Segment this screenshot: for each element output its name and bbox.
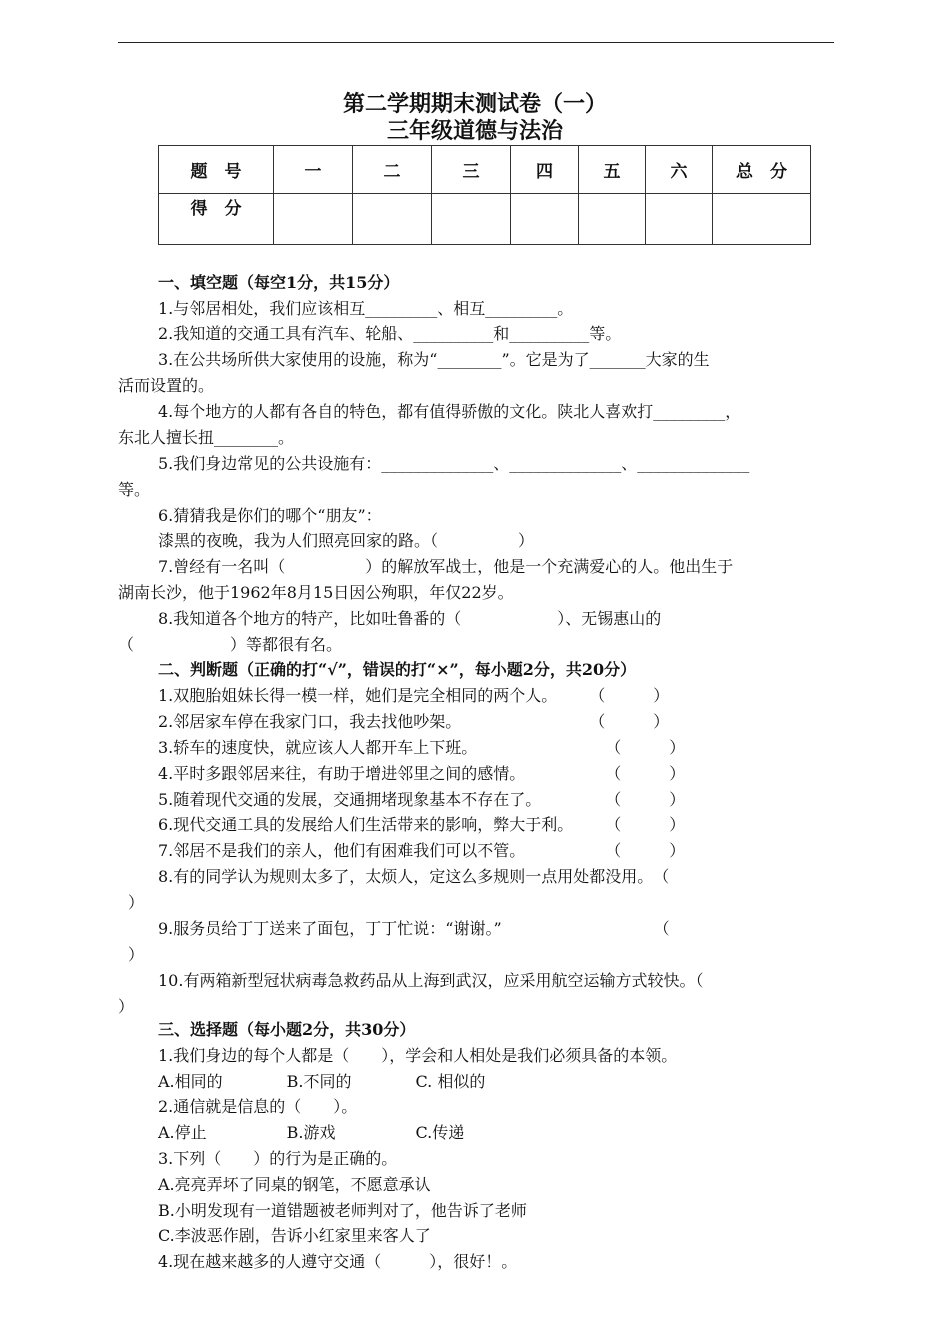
question-line: 8.我知道各个地方的特产，比如吐鲁番的（ ）、无锡惠山的 [158,609,662,628]
header-cell: 总 分 [713,146,811,194]
question-line: 4.平时多跟邻居来往，有助于增进邻里之间的感情。 （ ） [158,764,686,783]
score-table-score-row [159,194,811,245]
question-line: 7.邻居不是我们的亲人，他们有困难我们可以不管。 （ ） [158,841,686,860]
score-cell[interactable] [274,194,353,245]
score-label-cell: 得 分 [159,194,274,245]
question-line: 10.有两箱新型冠状病毒急救药品从上海到武汉，应采用航空运输方式较快。（ [158,971,704,990]
question-line: （ ）等都很有名。 [118,635,343,654]
question-line: 等。 [118,480,151,499]
score-table [158,145,811,245]
header-rule [118,42,834,43]
section-heading-multiple-choice: 三、选择题（每小题2分，共30分） [158,1020,416,1039]
score-cell[interactable] [432,194,511,245]
question-line: 2.邻居家车停在我家门口，我去找他吵架。 （ ） [158,712,670,731]
question-line: 7.曾经有一名叫（ ）的解放军战士，他是一个充满爱心的人。他出生于 [158,557,734,576]
question-line: 5.我们身边常见的公共设施有：______________、______________、______________ [158,454,750,473]
page-title: 第二学期期末测试卷（一） [342,91,607,117]
question-line: 活而设置的。 [118,376,215,395]
question-line: 1.双胞胎姐妹长得一模一样，她们是完全相同的两个人。 （ ） [158,686,670,705]
score-table-header-row [159,146,811,194]
question-line: ） [128,945,145,964]
header-cell: 一 [274,146,353,194]
score-cell[interactable] [646,194,713,245]
question-line: 1.我们身边的每个人都是（ ），学会和人相处是我们必须具备的本领。 [158,1046,678,1065]
question-line: 5.随着现代交通的发展，交通拥堵现象基本不存在了。 （ ） [158,790,686,809]
header-cell: 题 号 [159,146,274,194]
question-line: A.亮亮弄坏了同桌的钢笔，不愿意承认 [158,1175,431,1194]
question-line: 2.通信就是信息的（ ）。 [158,1097,358,1116]
question-line: A.相同的 B.不同的 C. 相似的 [158,1072,486,1091]
header-cell: 三 [432,146,511,194]
question-line: 6.现代交通工具的发展给人们生活带来的影响，弊大于利。 （ ） [158,815,686,834]
score-cell[interactable] [579,194,646,245]
question-line: C.李波恶作剧，告诉小红家里来客人了 [158,1226,431,1245]
question-line: 东北人擅长扭________。 [118,428,295,447]
question-line: 2.我知道的交通工具有汽车、轮船、__________和__________等。 [158,324,622,343]
question-line: A.停止 B.游戏 C.传递 [158,1123,465,1142]
question-line: 9.服务员给丁丁送来了面包，丁丁忙说：“谢谢。” （ [158,919,670,938]
question-line: 漆黑的夜晚，我为人们照亮回家的路。（ ） [158,531,535,550]
question-line: 3.在公共场所供大家使用的设施，称为“________”。它是为了_______大家的生 [158,350,710,369]
question-line: 8.有的同学认为规则太多了，太烦人，定这么多规则一点用处都没用。 （ [158,867,670,886]
question-line: 6.猜猜我是你们的哪个“朋友”： [158,506,382,525]
section-heading-fill-blank: 一、填空题（每空1分，共15分） [158,273,400,292]
score-cell[interactable] [511,194,579,245]
question-line: 4.现在越来越多的人遵守交通（ ），很好！。 [158,1252,518,1271]
header-cell: 五 [579,146,646,194]
header-cell: 二 [353,146,432,194]
section-heading-true-false: 二、判断题（正确的打“√”，错误的打“×”，每小题2分，共20分） [158,660,637,679]
question-line: B.小明发现有一道错题被老师判对了，他告诉了老师 [158,1201,527,1220]
question-line: ） [118,997,135,1016]
page-subtitle: 三年级道德与法治 [386,118,563,144]
header-cell: 四 [511,146,579,194]
question-line: 湖南长沙，他于1962年8月15日因公殉职，年仅22岁。 [118,583,514,602]
header-cell: 六 [646,146,713,194]
question-line: ） [128,893,145,912]
question-line: 1.与邻居相处，我们应该相互_________、相互_________。 [158,299,574,318]
question-line: 3.下列（ ）的行为是正确的。 [158,1149,398,1168]
score-cell[interactable] [353,194,432,245]
score-cell[interactable] [713,194,811,245]
question-line: 3.轿车的速度快，就应该人人都开车上下班。 （ ） [158,738,686,757]
question-line: 4.每个地方的人都有各自的特色，都有值得骄傲的文化。陕北人喜欢打_________， [158,402,742,421]
